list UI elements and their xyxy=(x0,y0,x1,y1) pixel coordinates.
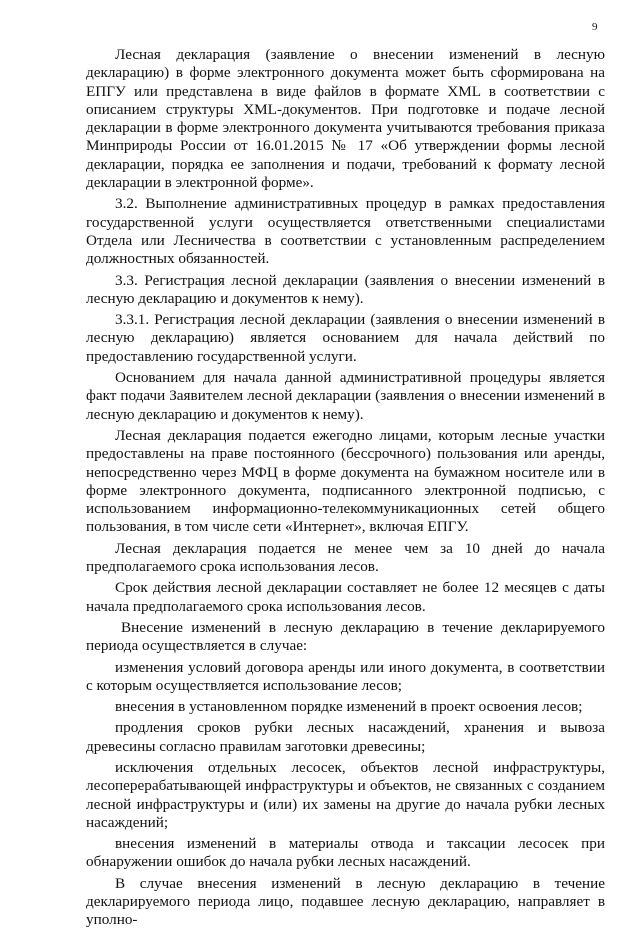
paragraph-basis: Основанием для начала данной административной процедуры является факт подачи Заявителем лесной декларации (заявления о внесении изменений в лесную декларацию и документов к нему). xyxy=(86,369,605,423)
paragraph-3-3-1: 3.3.1. Регистрация лесной декларации (заявления о внесении изменений в лесную декларацию) является основанием для начала действий по предоставлению государственной услуги. xyxy=(86,311,605,365)
list-item-development-project: внесения в установленном порядке изменений в проект освоения лесов; xyxy=(115,698,583,716)
paragraph-submission-deadline: Лесная декларация подается не менее чем за 10 дней до начала предполагаемого срока использования лесов. xyxy=(86,539,605,576)
paragraph-validity-term: Срок действия лесной декларации составляет не более 12 месяцев с даты начала предполагаемого срока использования лесов. xyxy=(86,579,605,615)
list-item-allotment-materials: внесения изменений в материалы отвода и таксации лесосек при обнаружении ошибок до начала рубки лесных насаждений. xyxy=(86,835,605,871)
list-item-lease-conditions: изменения условий договора аренды или иного документа, в соответствии с которым осуществляется использование лесов; xyxy=(86,658,605,694)
paragraph-electronic-declaration: Лесная декларация (заявление о внесении изменений в лесную декларацию) в форме электронного документа может быть сформирована на ЕПГУ или представлена в виде файлов в формате XML в соответствии с описанием структуры XML-документов. При подготовке и подаче лесной декларации в форме электронного документа учитываются требования приказа Минприроды России от 16.01.2015 № 17 «Об утверждении формы лесной декларации, порядка ее заполнения и подачи, требований к формату лесной декларации в электронной форме». xyxy=(86,46,605,192)
list-item-cutting-extension: продления сроков рубки лесных насаждений, хранения и вывоза древесины согласно правилам заготовки древесины; xyxy=(86,719,605,755)
page-number: 9 xyxy=(592,21,598,33)
document-body xyxy=(86,46,605,930)
paragraph-changes-intro: Внесение изменений в лесную декларацию в течение декларируемого периода осуществляется в случае: xyxy=(86,618,605,655)
paragraph-3-2: 3.2. Выполнение административных процедур в рамках предоставления государственной услуги осуществляется ответственными специалистами Отдела или Лесничества в соответствии с установленным распределением должностных обязанностей. xyxy=(86,195,605,268)
paragraph-3-3: 3.3. Регистрация лесной декларации (заявления о внесении изменений в лесную декларацию и документов к нему). xyxy=(86,271,605,307)
paragraph-annual-submission: Лесная декларация подается ежегодно лицами, которым лесные участки предоставлены на праве постоянного (бессрочного) пользования или аренды, непосредственно через МФЦ в форме документа на бумажном носителе или в форме электронного документа, подписанного электронной подписью, с использованием информационно-телекоммуникационных сетей общего пользования, в том числе сети «Интернет», включая ЕПГУ. xyxy=(86,426,605,536)
paragraph-changes-procedure: В случае внесения изменений в лесную декларацию в течение декларируемого периода лицо, подавшее лесную декларацию, направляет в уполно- xyxy=(86,874,605,929)
list-item-cutting-area-exclusion: исключения отдельных лесосек, объектов лесной инфраструктуры, лесоперерабатывающей инфраструктуры и объектов, не связанных с созданием лесной инфраструктуры и (или) их замены на другие до начала рубки лесных насаждений; xyxy=(86,758,605,831)
